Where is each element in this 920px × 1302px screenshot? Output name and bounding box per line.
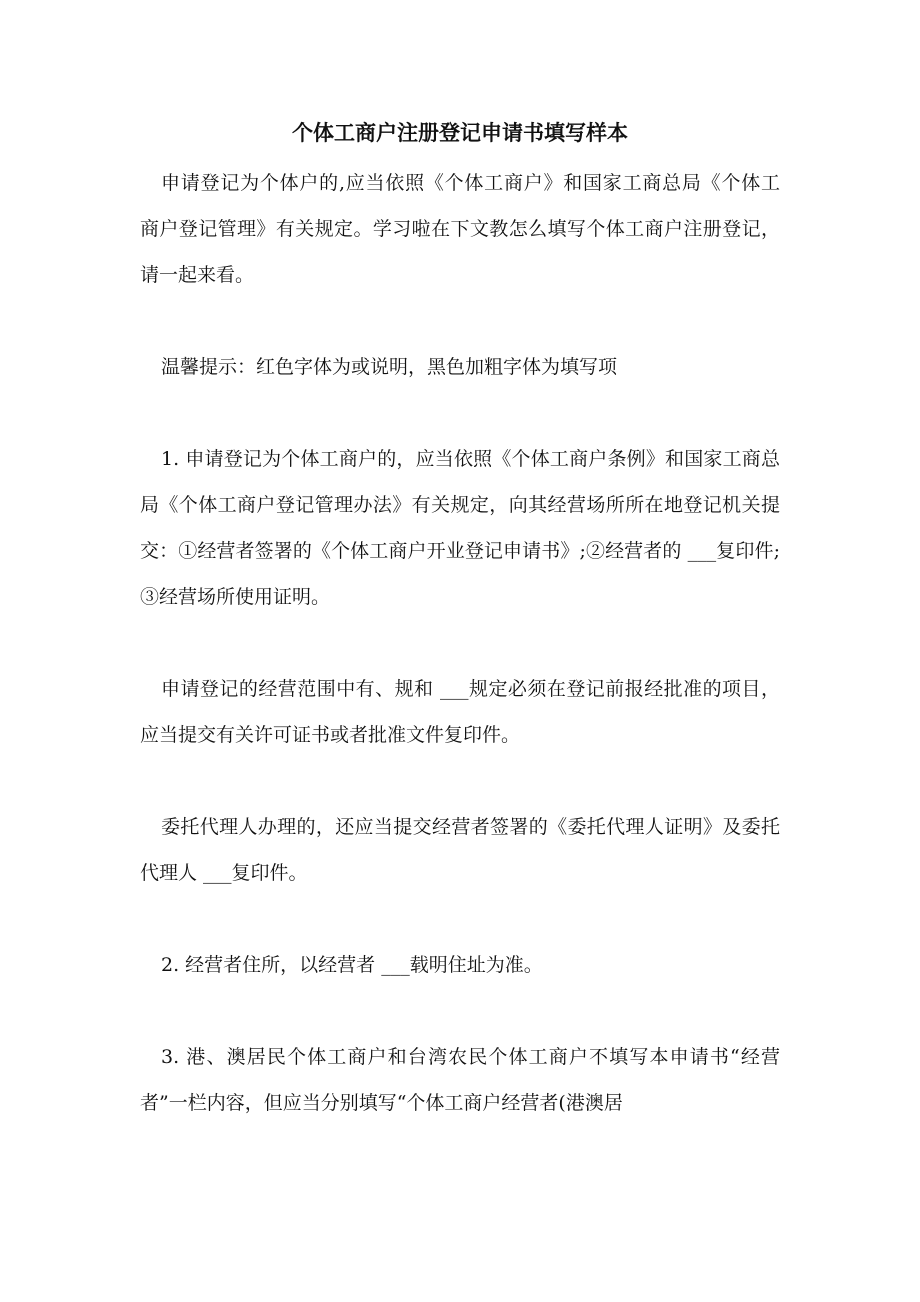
agent-paragraph: 委托代理人办理的，还应当提交经营者签署的《委托代理人证明》及委托代理人 ___复印件。 — [140, 816, 780, 884]
document-title: 个体工商户注册登记申请书填写样本 — [292, 120, 628, 145]
document-page — [140, 118, 780, 1126]
item-1-paragraph: 1. 申请登记为个体工商户的，应当依照《个体工商户条例》和国家工商总局《个体工商户登记管理办法》有关规定，向其经营场所所在地登记机关提交：①经营者签署的《个体工商户开业登记申请书》;②经营者的 ___复印件;③经营场所使用证明。 — [140, 448, 780, 608]
paragraph-spacer — [140, 896, 780, 942]
paragraph-spacer — [140, 298, 780, 344]
paragraph-spacer — [140, 390, 780, 436]
tip-paragraph: 温馨提示：红色字体为或说明，黑色加粗字体为填写项 — [161, 356, 618, 378]
intro-paragraph: 申请登记为个体户的,应当依照《个体工商户》和国家工商总局《个体工 商户登记管理》有关规定。学习啦在下文教怎么填写个体工商户注册登记，请一起来看。 — [140, 172, 780, 286]
business-scope-paragraph: 申请登记的经营范围中有、规和 ___规定必须在登记前报经批准的项目，应当提交有关许可证书或者批准文件复印件。 — [140, 678, 780, 746]
item-2-paragraph: 2. 经营者住所，以经营者 ___载明住址为准。 — [161, 954, 543, 976]
paragraph-spacer — [140, 620, 780, 666]
paragraph-spacer — [140, 758, 780, 804]
paragraph-spacer — [140, 988, 780, 1034]
item-3-paragraph: 3. 港、澳居民个体工商户和台湾农民个体工商户不填写本申请书“经营者”一栏内容，但应当分别填写“个体工商户经营者(港澳居 — [140, 1046, 780, 1114]
